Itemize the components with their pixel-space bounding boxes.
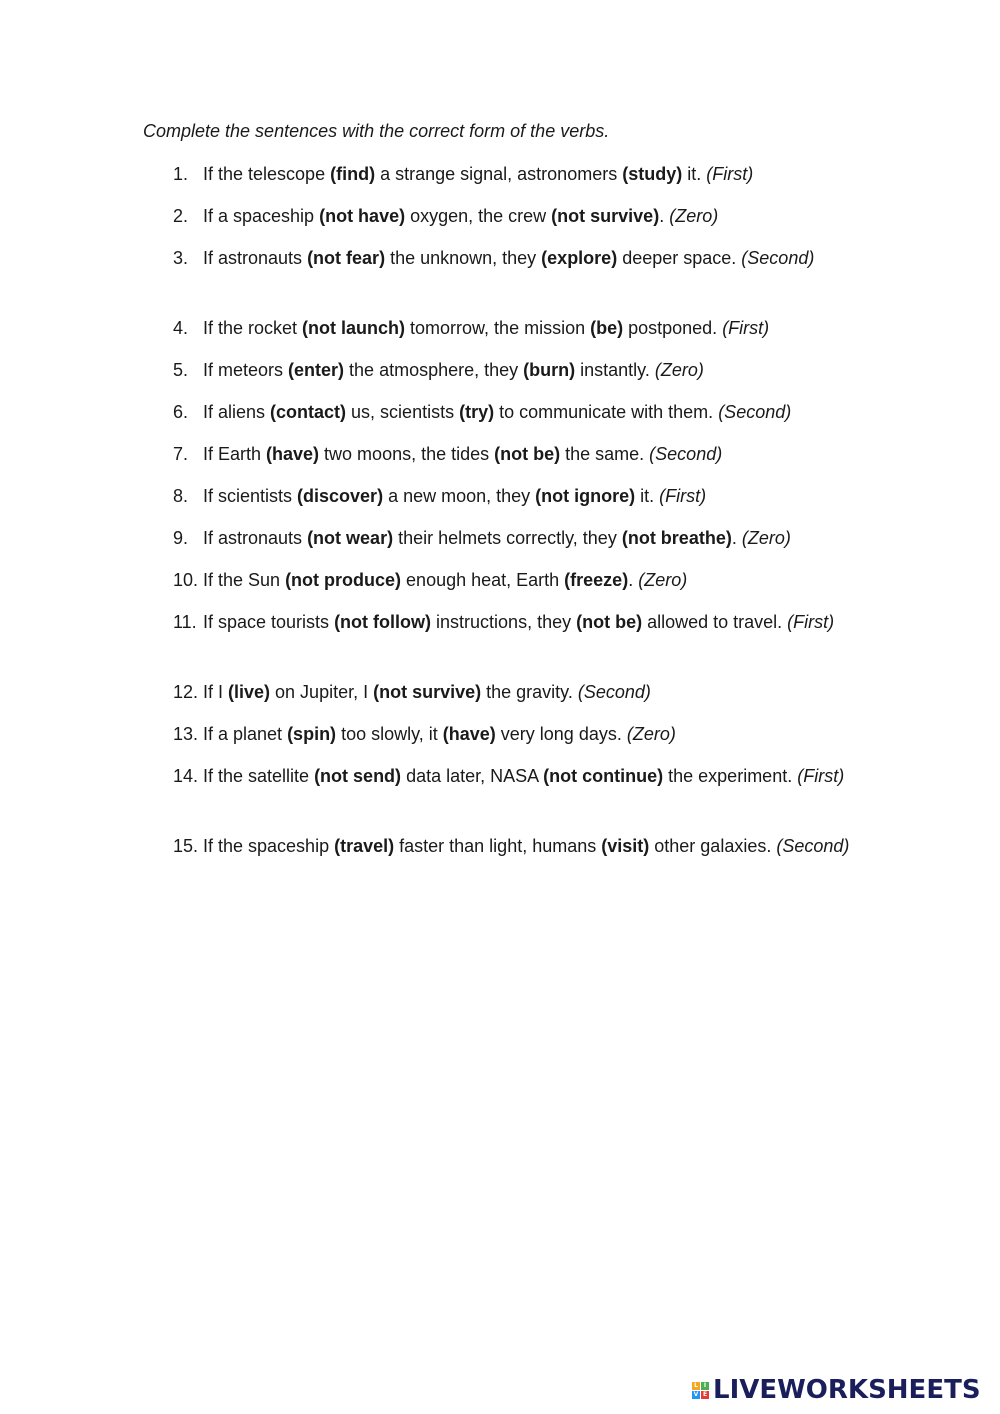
sentence-text: us, scientists: [346, 402, 460, 422]
conditional-type: (Zero): [654, 360, 704, 380]
verb-prompt: (not ignore): [535, 486, 636, 506]
sentence-text: too slowly, it: [336, 724, 443, 744]
verb-prompt: (not produce): [285, 570, 402, 590]
sentence-text: instructions, they: [431, 612, 577, 632]
verb-prompt: (not survive): [373, 682, 482, 702]
verb-prompt: (travel): [334, 836, 395, 856]
sentence-text: If the Sun: [203, 570, 286, 590]
conditional-type: (First): [722, 318, 770, 338]
exercise-item: [173, 160, 853, 188]
exercise-item: [173, 398, 853, 426]
item-number: 9.: [173, 528, 189, 548]
verb-prompt: (try): [459, 402, 495, 422]
item-number: 1.: [173, 164, 189, 184]
verb-prompt: (not launch): [302, 318, 406, 338]
liveworksheets-logo: [692, 1374, 981, 1406]
exercise-item: [173, 720, 853, 748]
sentence-text: two moons, the tides: [319, 444, 495, 464]
sentence-text: other galaxies.: [649, 836, 777, 856]
sentence-text: If a planet: [203, 724, 288, 744]
logo-mark-square: L: [692, 1382, 700, 1390]
conditional-type: (Zero): [638, 570, 688, 590]
sentence-text: to communicate with them.: [494, 402, 719, 422]
sentence: [203, 314, 853, 342]
item-number: 6.: [173, 402, 189, 422]
exercise-item: [173, 832, 853, 860]
sentence: [203, 566, 853, 594]
sentence-text: allowed to travel.: [642, 612, 788, 632]
conditional-type: (Second): [718, 402, 792, 422]
exercise-item: [173, 440, 853, 468]
verb-prompt: (visit): [601, 836, 650, 856]
verb-prompt: (not breathe): [621, 528, 732, 548]
item-number: 12.: [173, 682, 199, 702]
logo-mark-icon: [692, 1377, 710, 1403]
sentence: [203, 356, 853, 384]
sentence-text: the same.: [560, 444, 650, 464]
conditional-type: (Second): [577, 682, 651, 702]
verb-prompt: (not send): [314, 766, 402, 786]
verb-prompt: (not continue): [543, 766, 664, 786]
sentence-text: oxygen, the crew: [405, 206, 552, 226]
sentence-text: a new moon, they: [383, 486, 536, 506]
conditional-type: (First): [797, 766, 845, 786]
conditional-type: (Second): [649, 444, 723, 464]
item-number: 2.: [173, 206, 189, 226]
sentence-text: the gravity.: [481, 682, 578, 702]
sentence-text: .: [659, 206, 670, 226]
exercise-item: [173, 482, 853, 510]
verb-prompt: (not be): [576, 612, 643, 632]
sentence-text: If astronauts: [203, 248, 308, 268]
logo-mark-square: I: [701, 1382, 709, 1390]
verb-prompt: (not have): [319, 206, 406, 226]
verb-prompt: (discover): [297, 486, 384, 506]
verb-prompt: (not survive): [551, 206, 660, 226]
sentence-text: faster than light, humans: [394, 836, 602, 856]
item-number: 13.: [173, 724, 199, 744]
exercise-item: [173, 356, 853, 384]
verb-prompt: (freeze): [564, 570, 629, 590]
sentence-text: If aliens: [203, 402, 271, 422]
sentence: [203, 608, 853, 636]
verb-prompt: (be): [590, 318, 624, 338]
sentence: [203, 440, 853, 468]
item-number: 10.: [173, 570, 199, 590]
verb-prompt: (contact): [270, 402, 347, 422]
sentence-text: If a spaceship: [203, 206, 320, 226]
sentence-text: If Earth: [203, 444, 267, 464]
conditional-type: (First): [706, 164, 754, 184]
sentence-text: instantly.: [575, 360, 655, 380]
sentence-text: If meteors: [203, 360, 289, 380]
sentence: [203, 762, 853, 790]
sentence-text: it.: [635, 486, 660, 506]
conditional-type: (First): [659, 486, 707, 506]
conditional-type: (Zero): [669, 206, 719, 226]
sentence-text: If scientists: [203, 486, 298, 506]
sentence-text: tomorrow, the mission: [405, 318, 591, 338]
sentence-text: If the spaceship: [203, 836, 335, 856]
exercise-item: [173, 202, 853, 230]
conditional-type: (Second): [741, 248, 815, 268]
sentence-text: the unknown, they: [385, 248, 542, 268]
sentence-text: If the rocket: [203, 318, 303, 338]
exercise-item: [173, 678, 853, 706]
exercise-item: [173, 762, 853, 790]
sentence: [203, 244, 853, 272]
verb-prompt: (burn): [523, 360, 576, 380]
exercise-item: [173, 244, 853, 272]
sentence-text: If space tourists: [203, 612, 335, 632]
verb-prompt: (not follow): [334, 612, 432, 632]
conditional-type: (First): [787, 612, 835, 632]
item-number: 14.: [173, 766, 199, 786]
sentence: [203, 482, 853, 510]
sentence: [203, 720, 853, 748]
verb-prompt: (enter): [288, 360, 345, 380]
sentence-text: postponed.: [623, 318, 723, 338]
sentence-text: the atmosphere, they: [344, 360, 524, 380]
item-number: 4.: [173, 318, 189, 338]
conditional-type: (Zero): [626, 724, 676, 744]
sentence-text: on Jupiter, I: [270, 682, 374, 702]
item-number: 11.: [173, 612, 197, 632]
sentence-text: If the satellite: [203, 766, 315, 786]
sentence: [203, 160, 853, 188]
item-number: 5.: [173, 360, 189, 380]
sentence-text: the experiment.: [663, 766, 798, 786]
logo-text: LIVEWORKSHEETS: [713, 1375, 981, 1405]
sentence-text: .: [731, 528, 742, 548]
sentence-text: If astronauts: [203, 528, 308, 548]
item-number: 8.: [173, 486, 189, 506]
sentence-text: If I: [203, 682, 229, 702]
verb-prompt: (explore): [541, 248, 618, 268]
conditional-type: (Second): [776, 836, 850, 856]
verb-prompt: (live): [228, 682, 271, 702]
verb-prompt: (spin): [287, 724, 337, 744]
exercise-item: [173, 314, 853, 342]
verb-prompt: (study): [622, 164, 683, 184]
item-number: 15.: [173, 836, 199, 856]
sentence-text: If the telescope: [203, 164, 331, 184]
exercise-item: [173, 608, 853, 636]
sentence-text: their helmets correctly, they: [393, 528, 622, 548]
sentence-text: enough heat, Earth: [401, 570, 565, 590]
exercise-item: [173, 566, 853, 594]
sentence: [203, 398, 853, 426]
item-number: 7.: [173, 444, 189, 464]
sentence-text: very long days.: [495, 724, 627, 744]
logo-mark-square: E: [702, 1391, 708, 1398]
verb-prompt: (find): [330, 164, 376, 184]
verb-prompt: (not be): [494, 444, 561, 464]
verb-prompt: (have): [442, 724, 496, 744]
sentence-text: it.: [682, 164, 707, 184]
verb-prompt: (have): [266, 444, 320, 464]
sentence: [203, 202, 853, 230]
instruction-text: Complete the sentences with the correct form of the verbs.: [143, 121, 610, 141]
sentence-text: data later, NASA: [401, 766, 544, 786]
conditional-type: (Zero): [741, 528, 791, 548]
verb-prompt: (not wear): [307, 528, 394, 548]
sentence-text: a strange signal, astronomers: [375, 164, 623, 184]
sentence-text: deeper space.: [617, 248, 742, 268]
logo-mark-square: V: [693, 1391, 699, 1398]
sentence: [203, 524, 853, 552]
sentence: [203, 678, 853, 706]
item-number: 3.: [173, 248, 189, 268]
verb-prompt: (not fear): [307, 248, 386, 268]
exercise-item: [173, 524, 853, 552]
sentence: [203, 832, 853, 860]
sentence-text: .: [628, 570, 639, 590]
